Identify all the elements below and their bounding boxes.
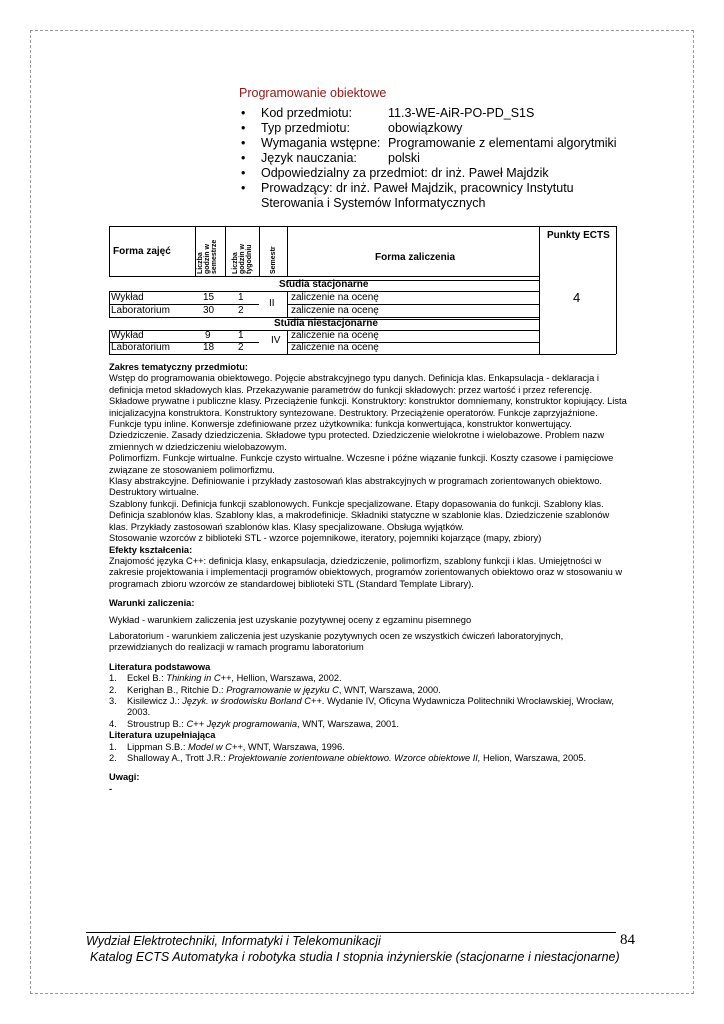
scope-paragraph: Stosowanie wzorców z biblioteki STL - wzorce pojemnikowe, iteratory, pojemniki kojarzące (mapy, zbiory) [109,533,542,544]
crop-mark-bottom [30,993,694,994]
meta-value: Programowanie z elementami algorytmiki [388,136,617,150]
table-row-form: Laboratorium [111,305,170,316]
list-item: 1. Lippman S.B.: Model w C++, WNT, Warszawa, 1996. [109,741,345,752]
table-row-hours-semester: 18 [203,342,215,353]
table-row-assessment: zaliczenie na ocenę [291,330,379,341]
table-row-hours-semester: 30 [203,305,215,316]
header-form: Forma zajęć [113,246,171,257]
meta-responsible: • Odpowiedzialny za przedmiot: dr inż. Paweł Majdzik [239,166,639,181]
literature-basic-list [109,673,629,730]
course-description [109,362,629,795]
scope-paragraph: Polimorfizm. Funkcje wirtualne. Funkcje czysto wirtualne. Wczesne i późne wiązanie funkcji. Koszty czasowe i pamięciowe związane ze stosowaniem polimorfizmu. [109,453,614,475]
table-row-hours-week: 2 [238,342,244,353]
remarks-text: - [109,783,113,794]
table-row-form: Wykład [111,292,144,303]
table-row-semester: II [269,298,275,309]
table-row-assessment: zaliczenie na ocenę [291,305,379,316]
table-row-hours-week: 1 [238,330,244,341]
conditions-lecture: Wykład - warunkiem zaliczenia jest uzyskanie pozytywnej oceny z egzaminu pisemnego [109,614,472,625]
meta-key: Kod przedmiotu: [261,106,353,120]
literature-basic-heading: Literatura podstawowa [109,661,211,672]
meta-value: polski [388,151,420,165]
crop-mark-right [693,30,694,994]
header-hours-semester: Liczba godzin w semestrze [197,239,218,274]
table-row-hours-semester: 15 [203,292,215,303]
header-hours-week: Liczba godzin w tygodniu [232,244,253,274]
list-item: 1. Eckel B.: Thinking in C++, Hellion, Warszawa, 2002. [109,673,342,684]
table-row-hours-week: 2 [238,305,244,316]
list-item: 3. Kisilewicz J.: Język. w środowisku Borland C++. Wydanie IV, Oficyna Wydawnicza Politechniki Wrocławskiej, Wrocław, 2003. [109,695,614,718]
table-row-form: Laboratorium [111,342,170,353]
footer-catalog: Katalog ECTS Automatyka i robotyka studia I stopnia inżynierskie (stacjonarne i niestacjonarne) [90,950,620,964]
footer-divider [86,932,616,933]
table-row-assessment: zaliczenie na ocenę [291,292,379,303]
table-row-assessment: zaliczenie na ocenę [291,342,379,353]
group-nonstationary: Studia niestacjonarne [274,318,378,329]
remarks-heading: Uwagi: [109,772,140,783]
table-row-semester: IV [271,335,281,346]
meta-item [239,136,639,151]
meta-lecturers: • Prowadzący: dr inż. Paweł Majdzik, pracownicy Instytutu Sterowania i Systemów Informatycznych [239,181,639,211]
crop-mark-top [30,30,694,31]
group-stationary: Studia stacjonarne [279,279,369,290]
course-title: Programowanie obiektowe [239,86,387,100]
header-ects: Punkty ECTS [547,230,610,241]
page-number: 84 [620,932,635,948]
course-table [109,226,616,354]
scope-paragraph: Klasy abstrakcyjne. Definiowanie i przykłady zastosowań klas abstrakcyjnych w programach zorientowanych obiektowo. Destruktory wirtualne. [109,476,602,498]
scope-paragraph: Wstęp do programowania obiektowego. Pojęcie abstrakcyjnego typu danych. Definicja klas. Enkapsulacja - deklaracja i definicja metod składowych klas. Przekazywanie parametrów do funkcji składowych: przez wartość i przez referencję. Składowe prywatne i publiczne klasy. Przeciążenie funkcji. Konstruktory: konstruktor domniemany, konstruktor kopiujący. Lista inicjalizacyjna konstruktora. Konstruktory syntezowane. Destruktory. Przeciążenie operatorów. Funkcje zaprzyjaźnione. Funkcje typu inline. Konwersje zdefiniowane przez użytkownika: funkcja konwertująca, konstruktor konwertujący. [109,373,627,430]
meta-item [239,151,639,166]
meta-item [239,121,639,136]
table-row-hours-semester: 9 [205,330,211,341]
meta-value: 11.3-WE-AiR-PO-PD_S1S [388,106,535,120]
list-item: 2. Shalloway A., Trott J.R.: Projektowanie zorientowane obiektowo. Wzorce obiektowe II, Helion, Warszawa, 2005. [109,753,587,763]
meta-key: Typ przedmiotu: [261,121,350,135]
scope-paragraph: Szablony funkcji. Definicja funkcji szablonowych. Funkcje specjalizowane. Etapy dopasowania do funkcji. Szablony klas. Definicja szablonów klas. Szablony klas, a makrodefinicje. Składniki statyczne w szablonie klas. Dziedziczenie szablonów klas. Przykłady zastosowań szablonów klas. Klasy specjalizowane. Obsługa wyjątków. [109,498,610,532]
list-item: 4. Stroustrup B.: C++ Język programowania, WNT, Warszawa, 2001. [109,718,399,729]
scope-heading: Zakres tematyczny przedmiotu: [109,362,248,372]
meta-key: Wymagania wstępne: [261,136,381,150]
crop-mark-left [30,30,31,994]
meta-key: Język nauczania: [261,151,357,165]
effects-heading: Efekty kształcenia: [109,544,193,555]
footer-faculty: Wydział Elektrotechniki, Informatyki i Telekomunikacji [86,934,381,948]
meta-item [239,106,639,121]
course-meta [239,106,639,211]
table-row-form: Wykład [111,330,144,341]
scope-paragraph: Dziedziczenie. Zasady dziedziczenia. Składowe typu protected. Dziedziczenie wielokrotne i wielobazowe. Problem nazw zmiennych w dziedziczeniu wielobazowym. [109,430,605,452]
conditions-heading: Warunki zaliczenia: [109,598,195,609]
conditions-lab: Laboratorium - warunkiem zaliczenia jest uzyskanie pozytywnych ocen ze wszystkich ćwiczeń laboratoryjnych, przewidzianych do realizacji w ramach programu laboratorium [109,630,564,653]
header-semester: Semestr [270,246,277,274]
effects-text: Znajomość języka C++: definicja klasy, enkapsulacja, dziedziczenie, polimorfizm, szablony funkcji i klas. Umiejętności w zakresie projektowania i implementacji programów obiektowych, programów zorientowanych obiektowo oraz w stosowaniu w programach zbioru wzorców ze standardowej biblioteki STL (Standard Template Library). [109,555,623,589]
list-item: 2. Kerighan B., Ritchie D.: Programowanie w języku C, WNT, Warszawa, 2000. [109,684,441,695]
table-row-hours-week: 1 [238,292,244,303]
header-assessment: Forma zaliczenia [375,252,456,263]
literature-extra-heading: Literatura uzupełniająca [109,730,216,741]
literature-extra-list [109,742,629,765]
meta-value: obowiązkowy [388,121,463,135]
ects-value: 4 [573,290,581,305]
